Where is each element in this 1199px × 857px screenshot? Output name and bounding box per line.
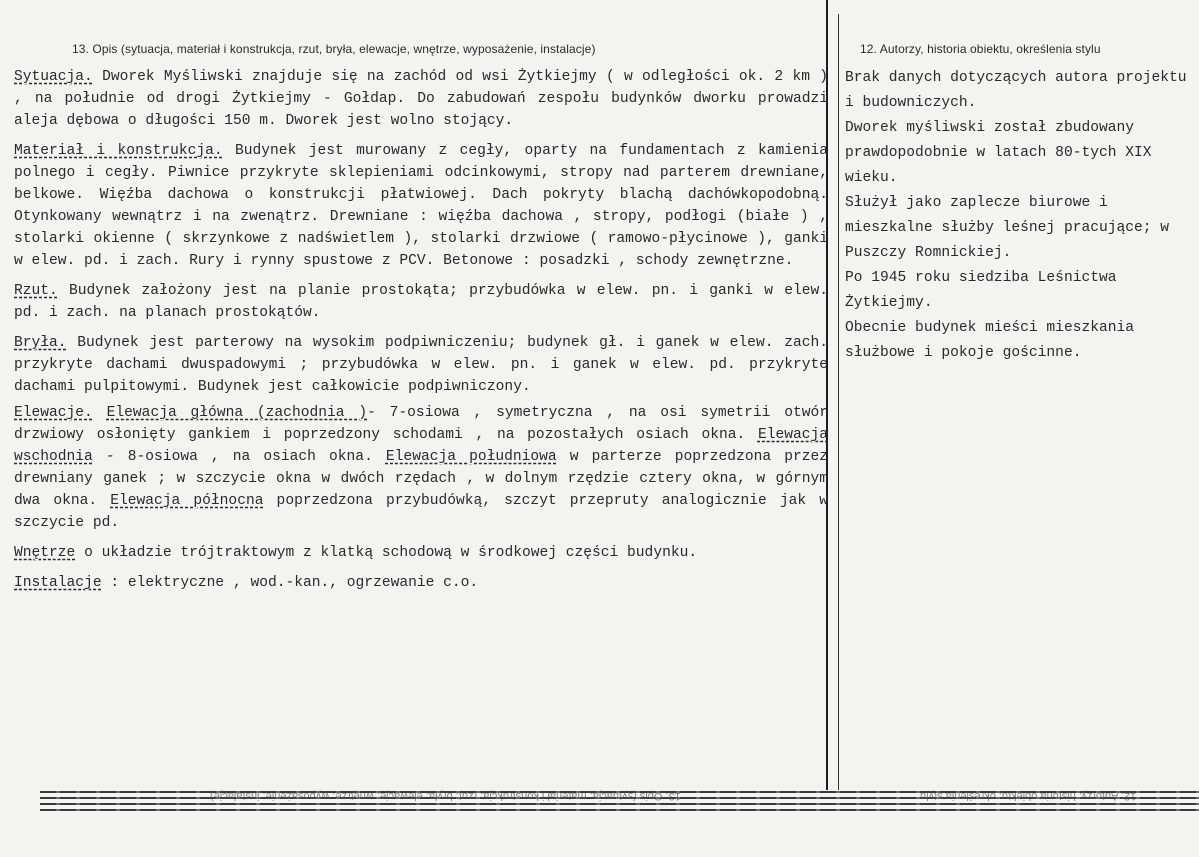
section-text: Dworek Myśliwski znajduje się na zachód od wsi Żytkiejmy ( w odległości ok. 2 km ) , na południe od drogi Żytkiejmy - Gołdap. Do zabudowań zespołu budynków dworku prowadzi aleja dębowa o długości 150 m. Dworek jest wolno stojący. (14, 69, 828, 129)
history-paragraph: Służył jako zaplecze biurowe i mieszkalne służby leśnej pracujące; w Puszczy Romnickiej. (845, 195, 1170, 261)
description-body (14, 66, 828, 602)
section-text: o układzie trójtraktowym z klatką schodową w środkowej części budynku. (75, 545, 698, 561)
section-text: w parterze poprzedzona przez drewniany ganek ; w szczycie okna w dwóch rzędach , w dolnym rzędzie cztery okna, w górnym dwa okna. (14, 449, 828, 509)
mirrored-header-right: 12. Autorzy, historia obiektu, określenia stylu (920, 790, 1137, 802)
section-label: Rzut. (14, 283, 58, 299)
subsection-label: Elewacja północna (110, 493, 264, 509)
history-paragraph: Po 1945 roku siedziba Leśnictwa Żytkiejmy. (845, 270, 1117, 311)
fold-line (40, 809, 1199, 811)
history-paragraph: Dworek myśliwski został zbudowany prawdopodobnie w latach 80-tych XIX wieku. (845, 120, 1152, 186)
section-material (14, 140, 828, 272)
subsection-label: Elewacja główna (zachodnia ) (106, 405, 368, 421)
section-text: Budynek jest parterowy na wysokim podpiwniczeniu; budynek gł. i ganek w elew. zach. przykryte dachami dwuspadowymi ; przybudówka w elew. pn. i ganek w elew. pd. przykryte dachami pulpitowymi. Budynek jest całkowicie podpiwniczony. (14, 335, 828, 395)
section-elewacje (14, 402, 828, 534)
section-text: Budynek jest murowany z cegły, oparty na fundamentach z kamienia polnego i cegły. Piwnice przykryte sklepieniami odcinkowymi, stropy nad parterem drewniane, belkowe. Więźba dachowa o konstrukcji płatwiowej. Dach pokryty blachą dachówkopodobną. Otynkowany wewnątrz i na zwenątrz. Drewniane : więźba dachowa , stropy, podłogi (białe ) , stolarki okienne ( skrzynkowe z nadświetlem ), stolarki drzwiowe ( ramowo-płycinowe ), ganki w elew. pd. i zach. Rury i rynny spustowe z PCV. Betonowe : posadzki , schody zewnętrzne. (14, 143, 828, 269)
history-paragraph: Obecnie budynek mieści mieszkania służbowe i pokoje gościnne. (845, 320, 1135, 361)
fold-line (40, 803, 1199, 805)
section-sytuacja (14, 66, 828, 132)
description-header: 13. Opis (sytuacja, materiał i konstrukcja, rzut, bryła, elewacje, wnętrze, wyposażenie, instalacje) (72, 42, 596, 56)
section-label: Bryła. (14, 335, 67, 351)
section-text: - 8-osiowa , na osiach okna. (92, 449, 386, 465)
mirrored-header-left: 13. Opis (sytuacja, materiał i konstrukcja, rzut, bryła, elewacje, wnętrze, wyposażenie, instalacje) (210, 790, 681, 802)
section-label: Instalacje (14, 575, 102, 591)
section-rzut (14, 280, 828, 324)
history-paragraph: Brak danych dotyczących autora projektu i budowniczych. (845, 70, 1187, 111)
section-instalacje (14, 572, 828, 594)
section-text: Budynek założony jest na planie prostokąta; przybudówka w elew. pn. i ganki w elew. pd. i zach. na planach prostokątów. (14, 283, 828, 321)
section-bryla (14, 332, 828, 398)
section-text: poprzedzona przybudówką, szczyt przepruty analogicznie jak w szczycie pd. (14, 493, 829, 531)
subsection-label: Elewacja południowa (385, 449, 557, 465)
section-label: Elewacje. (14, 405, 93, 421)
column-divider-inner (838, 14, 839, 790)
section-label: Wnętrze (14, 545, 76, 561)
history-header: 12. Autorzy, historia obiektu, określenia stylu (860, 42, 1101, 56)
section-wnetrze (14, 542, 828, 564)
subsection-label: Elewacja wschodnia (14, 427, 828, 465)
history-body (845, 66, 1190, 366)
section-text: - 7-osiowa , symetryczna , na osi symetrii otwór drzwiowy osłonięty gankiem i poprzedzony schodami , na pozostałych osiach okna. (14, 405, 828, 443)
section-label: Materiał i konstrukcja. (14, 143, 223, 159)
section-text: : elektryczne , wod.-kan., ogrzewanie c.o. (101, 575, 479, 591)
section-label: Sytuacja. (14, 69, 93, 85)
